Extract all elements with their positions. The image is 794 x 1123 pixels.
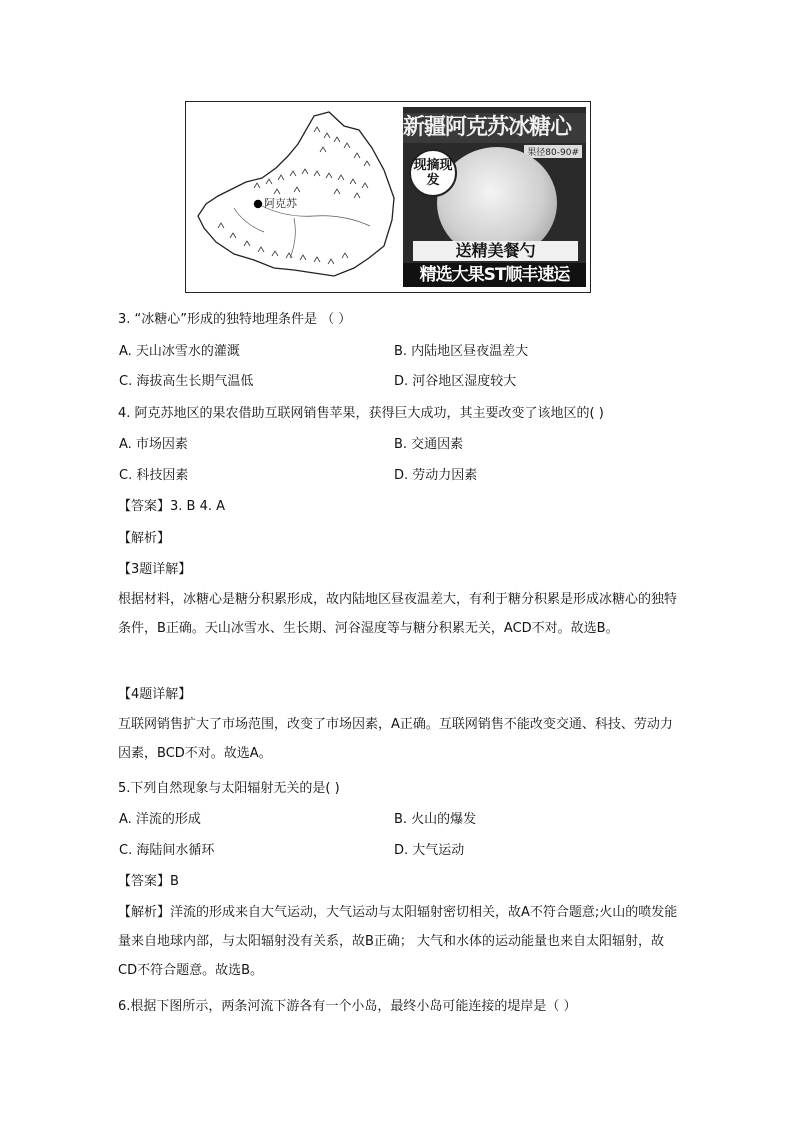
q5-option-d: D. 大气运动 [394,843,465,858]
ad-slogan-1: 送精美餐勺 [413,241,578,261]
answer-3-4: 【答案】3. B 4. A [118,499,226,514]
q5-option-a: A. 洋流的形成 [119,812,201,827]
analysis-label: 【解析】 [118,531,171,546]
q4-option-a: A. 市场因素 [119,437,188,452]
q3-option-a: A. 天山冰雪水的灌溉 [119,344,240,359]
ad-badge: 现摘现发 [409,149,457,197]
river-lines [234,204,370,258]
q4-option-b: B. 交通因素 [394,437,464,452]
region-outline [198,112,394,276]
ad-banner: 新疆阿克苏冰糖心 [403,113,586,143]
q4-detail-label: 【4题详解】 [118,687,192,702]
q3-option-b: B. 内陆地区昼夜温差大 [394,344,529,359]
q3-option-c: C. 海拔高生长期气温低 [119,374,254,389]
aksu-point [254,200,262,208]
xinjiang-map [194,108,399,286]
q4-detail-text: 互联网销售扩大了市场范围，改变了市场因素，A正确。互联网销售不能改变交通、科技、劳动力因素，BCD不对。故选A。 [118,717,673,761]
q6-stem: 6.根据下图所示，两条河流下游各有一个小岛，最终小岛可能连接的堤岸是（ ） [118,999,577,1014]
q4-option-d: D. 劳动力因素 [394,468,478,483]
apple-ad-image [403,107,586,287]
q3-detail-text: 根据材料，冰糖心是糖分积累形成，故内陆地区昼夜温差大，有利于糖分积累是形成冰糖心的独特条件，B正确。天山冰雪水、生长期、河谷湿度等与糖分积累无关，ACD不对。故选B。 [118,592,678,636]
q5-stem: 5.下列自然现象与太阳辐射无关的是( ) [118,781,340,796]
ad-slogan-2: 精选大果ST顺丰速运 [403,263,586,287]
q5-option-b: B. 火山的爆发 [394,812,477,827]
q4-stem: 4. 阿克苏地区的果农借助互联网销售苹果，获得巨大成功，其主要改变了该地区的( ) [118,406,604,421]
figure-box [185,101,591,293]
q3-stem: 3. “冰糖心”形成的独特地理条件是 （ ） [118,312,352,327]
q4-option-c: C. 科技因素 [119,468,189,483]
q5-option-c: C. 海陆间水循环 [119,843,215,858]
answer-5: 【答案】B [118,874,179,889]
map-label-aksu: 阿克苏 [264,197,297,210]
q3-option-d: D. 河谷地区湿度较大 [394,374,517,389]
q3-detail-label: 【3题详解】 [118,562,192,577]
ad-size-tag: 果径80-90# [524,145,582,158]
q5-analysis-text: 【解析】洋流的形成来自大气运动，大气运动与太阳辐射密切相关，故A不符合题意;火山的喷发能量来自地球内部，与太阳辐射没有关系，故B正确； 大气和水体的运动能量也来自太阳辐射，故CD不符合题意。故选B。 [118,905,678,978]
